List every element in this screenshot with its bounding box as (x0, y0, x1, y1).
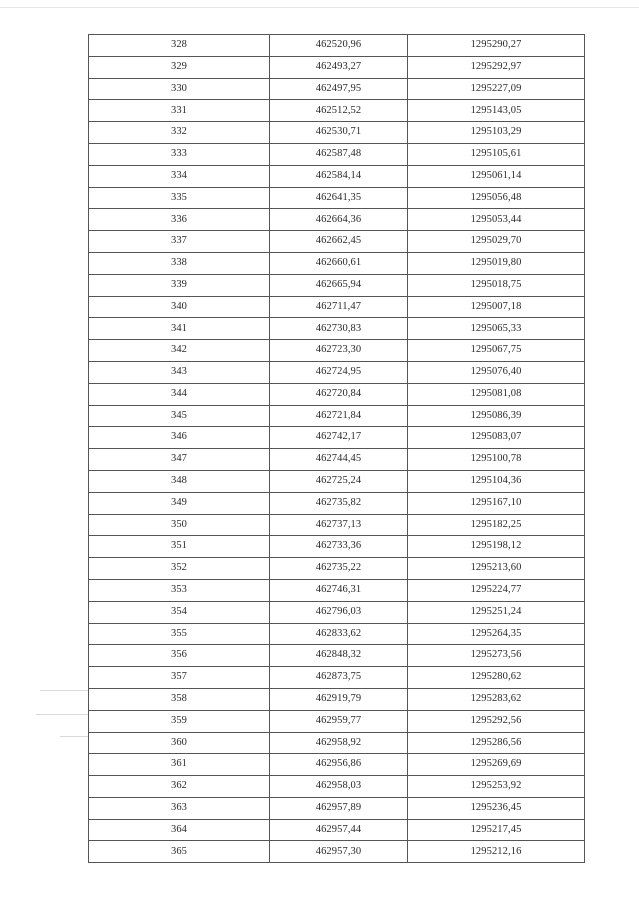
table-row (89, 536, 585, 558)
table-row (89, 797, 585, 819)
y-coordinate-cell: 1295264,35 (408, 623, 585, 645)
y-coordinate-cell: 1295053,44 (408, 209, 585, 231)
table-row (89, 667, 585, 689)
x-coordinate-cell: 462796,03 (270, 601, 408, 623)
table-row (89, 754, 585, 776)
table-row (89, 841, 585, 863)
y-coordinate-cell: 1295019,80 (408, 252, 585, 274)
table-row (89, 819, 585, 841)
point-number-cell: 343 (89, 361, 270, 383)
y-coordinate-cell: 1295167,10 (408, 492, 585, 514)
x-coordinate-cell: 462530,71 (270, 122, 408, 144)
x-coordinate-cell: 462730,83 (270, 318, 408, 340)
point-number-cell: 361 (89, 754, 270, 776)
point-number-cell: 357 (89, 667, 270, 689)
point-number-cell: 339 (89, 274, 270, 296)
y-coordinate-cell: 1295067,75 (408, 340, 585, 362)
x-coordinate-cell: 462665,94 (270, 274, 408, 296)
point-number-cell: 362 (89, 776, 270, 798)
x-coordinate-cell: 462660,61 (270, 252, 408, 274)
y-coordinate-cell: 1295217,45 (408, 819, 585, 841)
point-number-cell: 335 (89, 187, 270, 209)
point-number-cell: 332 (89, 122, 270, 144)
x-coordinate-cell: 462746,31 (270, 579, 408, 601)
table-row (89, 187, 585, 209)
y-coordinate-cell: 1295198,12 (408, 536, 585, 558)
y-coordinate-cell: 1295253,92 (408, 776, 585, 798)
point-number-cell: 337 (89, 231, 270, 253)
y-coordinate-cell: 1295269,69 (408, 754, 585, 776)
point-number-cell: 352 (89, 558, 270, 580)
y-coordinate-cell: 1295290,27 (408, 35, 585, 57)
y-coordinate-cell: 1295251,24 (408, 601, 585, 623)
point-number-cell: 359 (89, 710, 270, 732)
table-row (89, 492, 585, 514)
table-row (89, 122, 585, 144)
point-number-cell: 356 (89, 645, 270, 667)
x-coordinate-cell: 462641,35 (270, 187, 408, 209)
y-coordinate-cell: 1295143,05 (408, 100, 585, 122)
y-coordinate-cell: 1295007,18 (408, 296, 585, 318)
y-coordinate-cell: 1295086,39 (408, 405, 585, 427)
table-row (89, 361, 585, 383)
point-number-cell: 341 (89, 318, 270, 340)
x-coordinate-cell: 462664,36 (270, 209, 408, 231)
point-number-cell: 347 (89, 449, 270, 471)
y-coordinate-cell: 1295018,75 (408, 274, 585, 296)
table-row (89, 78, 585, 100)
y-coordinate-cell: 1295182,25 (408, 514, 585, 536)
y-coordinate-cell: 1295286,56 (408, 732, 585, 754)
point-number-cell: 358 (89, 688, 270, 710)
point-number-cell: 353 (89, 579, 270, 601)
point-number-cell: 351 (89, 536, 270, 558)
point-number-cell: 364 (89, 819, 270, 841)
x-coordinate-cell: 462711,47 (270, 296, 408, 318)
y-coordinate-cell: 1295056,48 (408, 187, 585, 209)
point-number-cell: 360 (89, 732, 270, 754)
table-row (89, 427, 585, 449)
x-coordinate-cell: 462584,14 (270, 165, 408, 187)
x-coordinate-cell: 462662,45 (270, 231, 408, 253)
point-number-cell: 328 (89, 35, 270, 57)
y-coordinate-cell: 1295081,08 (408, 383, 585, 405)
x-coordinate-cell: 462833,62 (270, 623, 408, 645)
x-coordinate-cell: 462873,75 (270, 667, 408, 689)
table-row (89, 383, 585, 405)
x-coordinate-cell: 462957,89 (270, 797, 408, 819)
scan-artifact (36, 714, 88, 715)
table-row (89, 209, 585, 231)
x-coordinate-cell: 462958,92 (270, 732, 408, 754)
x-coordinate-cell: 462959,77 (270, 710, 408, 732)
point-number-cell: 344 (89, 383, 270, 405)
y-coordinate-cell: 1295280,62 (408, 667, 585, 689)
table-row (89, 100, 585, 122)
x-coordinate-cell: 462724,95 (270, 361, 408, 383)
point-number-cell: 350 (89, 514, 270, 536)
x-coordinate-cell: 462735,82 (270, 492, 408, 514)
y-coordinate-cell: 1295029,70 (408, 231, 585, 253)
y-coordinate-cell: 1295273,56 (408, 645, 585, 667)
y-coordinate-cell: 1295224,77 (408, 579, 585, 601)
table-row (89, 732, 585, 754)
point-number-cell: 345 (89, 405, 270, 427)
point-number-cell: 334 (89, 165, 270, 187)
y-coordinate-cell: 1295105,61 (408, 143, 585, 165)
x-coordinate-cell: 462497,95 (270, 78, 408, 100)
x-coordinate-cell: 462512,52 (270, 100, 408, 122)
table-row (89, 340, 585, 362)
point-number-cell: 354 (89, 601, 270, 623)
x-coordinate-cell: 462958,03 (270, 776, 408, 798)
y-coordinate-cell: 1295104,36 (408, 470, 585, 492)
x-coordinate-cell: 462723,30 (270, 340, 408, 362)
y-coordinate-cell: 1295227,09 (408, 78, 585, 100)
table-row (89, 601, 585, 623)
point-number-cell: 355 (89, 623, 270, 645)
x-coordinate-cell: 462737,13 (270, 514, 408, 536)
y-coordinate-cell: 1295283,62 (408, 688, 585, 710)
table-row (89, 252, 585, 274)
x-coordinate-cell: 462957,30 (270, 841, 408, 863)
table-row (89, 56, 585, 78)
y-coordinate-cell: 1295065,33 (408, 318, 585, 340)
point-number-cell: 348 (89, 470, 270, 492)
y-coordinate-cell: 1295061,14 (408, 165, 585, 187)
table-row (89, 579, 585, 601)
table-row (89, 274, 585, 296)
y-coordinate-cell: 1295213,60 (408, 558, 585, 580)
point-number-cell: 363 (89, 797, 270, 819)
x-coordinate-cell: 462733,36 (270, 536, 408, 558)
point-number-cell: 365 (89, 841, 270, 863)
y-coordinate-cell: 1295083,07 (408, 427, 585, 449)
table-row (89, 776, 585, 798)
point-number-cell: 333 (89, 143, 270, 165)
table-row (89, 623, 585, 645)
table-row (89, 405, 585, 427)
x-coordinate-cell: 462721,84 (270, 405, 408, 427)
x-coordinate-cell: 462725,24 (270, 470, 408, 492)
point-number-cell: 338 (89, 252, 270, 274)
table-row (89, 143, 585, 165)
y-coordinate-cell: 1295292,97 (408, 56, 585, 78)
table-row (89, 558, 585, 580)
table-row (89, 35, 585, 57)
coordinate-table (88, 34, 585, 863)
x-coordinate-cell: 462919,79 (270, 688, 408, 710)
point-number-cell: 330 (89, 78, 270, 100)
point-number-cell: 336 (89, 209, 270, 231)
table-row (89, 165, 585, 187)
table-row (89, 645, 585, 667)
point-number-cell: 329 (89, 56, 270, 78)
table-row (89, 296, 585, 318)
x-coordinate-cell: 462956,86 (270, 754, 408, 776)
y-coordinate-cell: 1295076,40 (408, 361, 585, 383)
scan-artifact (40, 690, 88, 691)
scan-edge-line (0, 7, 639, 8)
y-coordinate-cell: 1295100,78 (408, 449, 585, 471)
y-coordinate-cell: 1295236,45 (408, 797, 585, 819)
x-coordinate-cell: 462735,22 (270, 558, 408, 580)
x-coordinate-cell: 462493,27 (270, 56, 408, 78)
x-coordinate-cell: 462742,17 (270, 427, 408, 449)
x-coordinate-cell: 462957,44 (270, 819, 408, 841)
x-coordinate-cell: 462520,96 (270, 35, 408, 57)
point-number-cell: 346 (89, 427, 270, 449)
table-row (89, 514, 585, 536)
y-coordinate-cell: 1295212,16 (408, 841, 585, 863)
y-coordinate-cell: 1295103,29 (408, 122, 585, 144)
point-number-cell: 331 (89, 100, 270, 122)
table-row (89, 688, 585, 710)
x-coordinate-cell: 462720,84 (270, 383, 408, 405)
table-row (89, 318, 585, 340)
x-coordinate-cell: 462744,45 (270, 449, 408, 471)
scan-artifact (60, 736, 88, 737)
y-coordinate-cell: 1295292,56 (408, 710, 585, 732)
table-row (89, 710, 585, 732)
point-number-cell: 349 (89, 492, 270, 514)
table-row (89, 449, 585, 471)
table-row (89, 231, 585, 253)
coordinate-table-body (89, 35, 585, 863)
x-coordinate-cell: 462848,32 (270, 645, 408, 667)
table-row (89, 470, 585, 492)
x-coordinate-cell: 462587,48 (270, 143, 408, 165)
point-number-cell: 340 (89, 296, 270, 318)
point-number-cell: 342 (89, 340, 270, 362)
